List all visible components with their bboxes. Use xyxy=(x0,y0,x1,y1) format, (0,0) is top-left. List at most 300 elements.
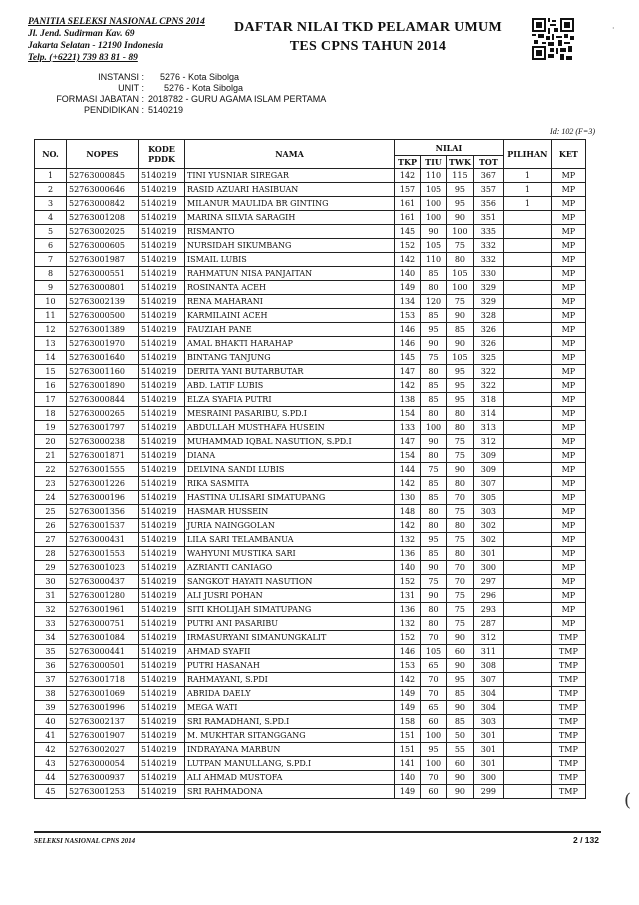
cell-pilihan: 1 xyxy=(503,169,551,183)
cell-twk: 90 xyxy=(447,771,474,785)
cell-twk: 90 xyxy=(447,211,474,225)
cell-nopes: 52763001871 xyxy=(67,449,139,463)
cell-no: 35 xyxy=(35,645,67,659)
cell-tot: 335 xyxy=(473,225,503,239)
table-row xyxy=(35,211,586,225)
cell-ket: MP xyxy=(551,379,585,393)
cell-nama: HASTINA ULISARI SIMATUPANG xyxy=(185,491,395,505)
cell-pilihan xyxy=(503,743,551,757)
cell-no: 10 xyxy=(35,295,67,309)
cell-twk: 75 xyxy=(447,435,474,449)
table-row xyxy=(35,253,586,267)
cell-no: 17 xyxy=(35,393,67,407)
cell-nama: RENA MAHARANI xyxy=(185,295,395,309)
cell-tkp: 151 xyxy=(395,743,421,757)
cell-nama: DIANA xyxy=(185,449,395,463)
cell-nopes: 52763001996 xyxy=(67,701,139,715)
cell-nopes: 52763001537 xyxy=(67,519,139,533)
cell-tiu: 65 xyxy=(421,701,447,715)
cell-no: 7 xyxy=(35,253,67,267)
cell-twk: 95 xyxy=(447,673,474,687)
cell-tkp: 140 xyxy=(395,267,421,281)
cell-pilihan xyxy=(503,547,551,561)
cell-tkp: 152 xyxy=(395,631,421,645)
cell-ket: MP xyxy=(551,589,585,603)
cell-no: 2 xyxy=(35,183,67,197)
cell-tot: 313 xyxy=(473,421,503,435)
cell-tot: 303 xyxy=(473,715,503,729)
cell-nopes: 52763002137 xyxy=(67,715,139,729)
cell-tkp: 161 xyxy=(395,197,421,211)
cell-kode: 5140219 xyxy=(139,743,185,757)
col-nama: NAMA xyxy=(185,140,395,169)
cell-twk: 70 xyxy=(447,561,474,575)
cell-tiu: 75 xyxy=(421,463,447,477)
cell-twk: 115 xyxy=(447,169,474,183)
cell-no: 40 xyxy=(35,715,67,729)
cell-nopes: 52763000551 xyxy=(67,267,139,281)
cell-tkp: 149 xyxy=(395,281,421,295)
cell-no: 12 xyxy=(35,323,67,337)
cell-no: 25 xyxy=(35,505,67,519)
cell-twk: 50 xyxy=(447,729,474,743)
cell-twk: 85 xyxy=(447,687,474,701)
title-line-1: DAFTAR NILAI TKD PELAMAR UMUM xyxy=(234,20,502,35)
table-row xyxy=(35,645,586,659)
cell-tkp: 132 xyxy=(395,533,421,547)
cell-nopes: 52763000196 xyxy=(67,491,139,505)
cell-no: 27 xyxy=(35,533,67,547)
cell-nopes: 52763001553 xyxy=(67,547,139,561)
table-body xyxy=(35,169,586,799)
cell-no: 5 xyxy=(35,225,67,239)
cell-tiu: 95 xyxy=(421,533,447,547)
cell-tiu: 100 xyxy=(421,421,447,435)
cell-tot: 332 xyxy=(473,239,503,253)
cell-tiu: 80 xyxy=(421,407,447,421)
cell-twk: 85 xyxy=(447,323,474,337)
cell-nopes: 52763001069 xyxy=(67,687,139,701)
table-row xyxy=(35,421,586,435)
cell-nama: ELZA SYAFIA PUTRI xyxy=(185,393,395,407)
cell-nama: IRMASURYANI SIMANUNGKALIT xyxy=(185,631,395,645)
table-row xyxy=(35,771,586,785)
cell-tot: 302 xyxy=(473,533,503,547)
cell-nama: ALI JUSRI POHAN xyxy=(185,589,395,603)
cell-nopes: 52763002025 xyxy=(67,225,139,239)
cell-ket: MP xyxy=(551,253,585,267)
cell-nama: SRI RAHMADONA xyxy=(185,785,395,799)
cell-no: 4 xyxy=(35,211,67,225)
cell-kode: 5140219 xyxy=(139,281,185,295)
cell-tot: 301 xyxy=(473,547,503,561)
cell-tot: 302 xyxy=(473,519,503,533)
org-city: Jakarta Selatan - 12190 Indonesia xyxy=(28,41,164,51)
cell-twk: 100 xyxy=(447,281,474,295)
cell-twk: 80 xyxy=(447,477,474,491)
cell-pilihan xyxy=(503,239,551,253)
org-street: Jl. Jend. Sudirman Kav. 69 xyxy=(28,29,135,39)
cell-no: 42 xyxy=(35,743,67,757)
cell-tot: 305 xyxy=(473,491,503,505)
cell-nama: M. MUKHTAR SITANGGANG xyxy=(185,729,395,743)
cell-no: 22 xyxy=(35,463,67,477)
cell-nama: MILANUR MAULIDA BR GINTING xyxy=(185,197,395,211)
cell-ket: MP xyxy=(551,435,585,449)
cell-tot: 332 xyxy=(473,253,503,267)
cell-ket: TMP xyxy=(551,631,585,645)
table-row xyxy=(35,491,586,505)
cell-pilihan xyxy=(503,673,551,687)
cell-nama: ABRIDA DAELY xyxy=(185,687,395,701)
cell-tot: 301 xyxy=(473,757,503,771)
cell-no: 44 xyxy=(35,771,67,785)
cell-ket: MP xyxy=(551,533,585,547)
cell-ket: MP xyxy=(551,463,585,477)
cell-nopes: 52763001226 xyxy=(67,477,139,491)
cell-tkp: 141 xyxy=(395,757,421,771)
table-row xyxy=(35,533,586,547)
cell-nopes: 52763000646 xyxy=(67,183,139,197)
cell-tkp: 140 xyxy=(395,771,421,785)
cell-no: 34 xyxy=(35,631,67,645)
table-row xyxy=(35,603,586,617)
cell-kode: 5140219 xyxy=(139,225,185,239)
page-number: 2 / 132 xyxy=(573,835,599,845)
cell-ket: MP xyxy=(551,309,585,323)
cell-tiu: 100 xyxy=(421,197,447,211)
cell-nama: NURSIDAH SIKUMBANG xyxy=(185,239,395,253)
table-row xyxy=(35,687,586,701)
cell-tot: 307 xyxy=(473,673,503,687)
cell-no: 36 xyxy=(35,659,67,673)
table-row xyxy=(35,519,586,533)
cell-tot: 367 xyxy=(473,169,503,183)
cell-no: 29 xyxy=(35,561,67,575)
qr-code-icon xyxy=(532,18,574,60)
cell-nopes: 52763001208 xyxy=(67,211,139,225)
cell-tiu: 85 xyxy=(421,393,447,407)
cell-pilihan xyxy=(503,351,551,365)
table-row xyxy=(35,281,586,295)
cell-nama: MARINA SILVIA SARAGIH xyxy=(185,211,395,225)
cell-kode: 5140219 xyxy=(139,575,185,589)
cell-tkp: 142 xyxy=(395,253,421,267)
cell-kode: 5140219 xyxy=(139,505,185,519)
cell-pilihan xyxy=(503,659,551,673)
cell-twk: 75 xyxy=(447,617,474,631)
cell-nama: JURIA NAINGGOLAN xyxy=(185,519,395,533)
cell-no: 9 xyxy=(35,281,67,295)
cell-twk: 90 xyxy=(447,659,474,673)
cell-pilihan xyxy=(503,589,551,603)
cell-tkp: 147 xyxy=(395,365,421,379)
document-title xyxy=(208,18,528,56)
cell-ket: MP xyxy=(551,239,585,253)
cell-no: 26 xyxy=(35,519,67,533)
cell-kode: 5140219 xyxy=(139,267,185,281)
cell-nopes: 52763000751 xyxy=(67,617,139,631)
cell-ket: MP xyxy=(551,225,585,239)
footer-divider xyxy=(34,831,601,833)
cell-kode: 5140219 xyxy=(139,757,185,771)
cell-kode: 5140219 xyxy=(139,687,185,701)
cell-kode: 5140219 xyxy=(139,519,185,533)
cell-nopes: 52763000238 xyxy=(67,435,139,449)
cell-nopes: 52763001084 xyxy=(67,631,139,645)
table-header-row xyxy=(35,140,586,156)
cell-ket: MP xyxy=(551,183,585,197)
cell-nama: SANGKOT HAYATI NASUTION xyxy=(185,575,395,589)
cell-kode: 5140219 xyxy=(139,323,185,337)
cell-kode: 5140219 xyxy=(139,183,185,197)
cell-nopes: 52763000431 xyxy=(67,533,139,547)
col-twk: TWK xyxy=(447,156,474,169)
cell-ket: MP xyxy=(551,365,585,379)
cell-nopes: 52763000437 xyxy=(67,575,139,589)
cell-twk: 80 xyxy=(447,407,474,421)
cell-tot: 314 xyxy=(473,407,503,421)
table-row xyxy=(35,547,586,561)
cell-ket: TMP xyxy=(551,673,585,687)
cell-pilihan xyxy=(503,281,551,295)
cell-no: 19 xyxy=(35,421,67,435)
cell-kode: 5140219 xyxy=(139,393,185,407)
table-row xyxy=(35,169,586,183)
cell-nama: ALI AHMAD MUSTOFA xyxy=(185,771,395,785)
cell-pilihan xyxy=(503,519,551,533)
cell-ket: MP xyxy=(551,421,585,435)
cell-twk: 75 xyxy=(447,449,474,463)
cell-nopes: 52763001970 xyxy=(67,337,139,351)
cell-kode: 5140219 xyxy=(139,603,185,617)
cell-tiu: 70 xyxy=(421,771,447,785)
cell-tiu: 80 xyxy=(421,505,447,519)
cell-tiu: 90 xyxy=(421,561,447,575)
cell-pilihan xyxy=(503,463,551,477)
cell-tkp: 131 xyxy=(395,589,421,603)
cell-kode: 5140219 xyxy=(139,589,185,603)
cell-no: 11 xyxy=(35,309,67,323)
cell-twk: 100 xyxy=(447,225,474,239)
cell-tot: 301 xyxy=(473,729,503,743)
cell-pilihan xyxy=(503,449,551,463)
cell-kode: 5140219 xyxy=(139,785,185,799)
cell-kode: 5140219 xyxy=(139,645,185,659)
cell-tkp: 148 xyxy=(395,505,421,519)
cell-ket: MP xyxy=(551,295,585,309)
cell-nopes: 52763000265 xyxy=(67,407,139,421)
cell-tkp: 149 xyxy=(395,785,421,799)
cell-nopes: 52763002027 xyxy=(67,743,139,757)
cell-tkp: 132 xyxy=(395,617,421,631)
cell-no: 32 xyxy=(35,603,67,617)
cell-tot: 328 xyxy=(473,309,503,323)
cell-no: 24 xyxy=(35,491,67,505)
col-tiu: TIU xyxy=(421,156,447,169)
cell-kode: 5140219 xyxy=(139,421,185,435)
cell-nama: DERITA YANI BUTARBUTAR xyxy=(185,365,395,379)
cell-tot: 304 xyxy=(473,687,503,701)
cell-pilihan xyxy=(503,393,551,407)
cell-ket: MP xyxy=(551,407,585,421)
cell-pilihan xyxy=(503,533,551,547)
cell-ket: MP xyxy=(551,337,585,351)
cell-twk: 60 xyxy=(447,645,474,659)
cell-ket: MP xyxy=(551,323,585,337)
unit-value: 5276 - Kota Sibolga xyxy=(164,83,244,93)
cell-tiu: 65 xyxy=(421,659,447,673)
cell-tot: 312 xyxy=(473,435,503,449)
table-row xyxy=(35,505,586,519)
cell-tkp: 157 xyxy=(395,183,421,197)
unit-label: UNIT : xyxy=(118,83,144,93)
cell-nama: RIKA SASMITA xyxy=(185,477,395,491)
cell-kode: 5140219 xyxy=(139,435,185,449)
cell-nama: PUTRI HASANAH xyxy=(185,659,395,673)
cell-kode: 5140219 xyxy=(139,407,185,421)
cell-tot: 293 xyxy=(473,603,503,617)
cell-no: 31 xyxy=(35,589,67,603)
cell-tkp: 146 xyxy=(395,645,421,659)
cell-kode: 5140219 xyxy=(139,771,185,785)
cell-twk: 90 xyxy=(447,631,474,645)
cell-tiu: 70 xyxy=(421,673,447,687)
cell-nopes: 52763001555 xyxy=(67,463,139,477)
cell-nama: RISMANTO xyxy=(185,225,395,239)
cell-nama: TINI YUSNIAR SIREGAR xyxy=(185,169,395,183)
cell-pilihan xyxy=(503,435,551,449)
cell-nopes: 52763001961 xyxy=(67,603,139,617)
cell-tot: 318 xyxy=(473,393,503,407)
cell-tot: 326 xyxy=(473,323,503,337)
cell-tiu: 80 xyxy=(421,603,447,617)
cell-tkp: 154 xyxy=(395,449,421,463)
cell-twk: 75 xyxy=(447,295,474,309)
cell-nama: ROSINANTA ACEH xyxy=(185,281,395,295)
cell-tkp: 142 xyxy=(395,673,421,687)
table-row xyxy=(35,337,586,351)
cell-nama: ABD. LATIF LUBIS xyxy=(185,379,395,393)
cell-pilihan xyxy=(503,505,551,519)
cell-tkp: 142 xyxy=(395,379,421,393)
cell-tiu: 80 xyxy=(421,281,447,295)
cell-nama: ISMAIL LUBIS xyxy=(185,253,395,267)
cell-tot: 301 xyxy=(473,743,503,757)
col-tot: TOT xyxy=(473,156,503,169)
scan-mark: · xyxy=(612,24,615,33)
cell-tiu: 95 xyxy=(421,323,447,337)
cell-ket: TMP xyxy=(551,743,585,757)
cell-nopes: 52763001389 xyxy=(67,323,139,337)
margin-mark: ( xyxy=(624,790,632,811)
cell-nama: WAHYUNI MUSTIKA SARI xyxy=(185,547,395,561)
cell-pilihan xyxy=(503,407,551,421)
cell-pilihan xyxy=(503,421,551,435)
cell-tkp: 142 xyxy=(395,477,421,491)
instansi-label: INSTANSI : xyxy=(98,72,144,82)
cell-tiu: 85 xyxy=(421,267,447,281)
table-row xyxy=(35,463,586,477)
cell-ket: MP xyxy=(551,505,585,519)
cell-no: 8 xyxy=(35,267,67,281)
cell-tiu: 100 xyxy=(421,729,447,743)
cell-kode: 5140219 xyxy=(139,701,185,715)
cell-tiu: 90 xyxy=(421,225,447,239)
col-pilihan: PILIHAN xyxy=(503,140,551,169)
org-name: PANITIA SELEKSI NASIONAL CPNS 2014 xyxy=(28,17,205,27)
cell-tot: 303 xyxy=(473,505,503,519)
instansi-value: 5276 - Kota Sibolga xyxy=(160,72,240,82)
col-nopes: NOPES xyxy=(67,140,139,169)
col-kode: KODE PDDK xyxy=(139,140,185,169)
cell-nama: ABDULLAH MUSTHAFA HUSEIN xyxy=(185,421,395,435)
cell-tiu: 110 xyxy=(421,169,447,183)
cell-kode: 5140219 xyxy=(139,547,185,561)
table-row xyxy=(35,785,586,799)
cell-tiu: 120 xyxy=(421,295,447,309)
cell-no: 45 xyxy=(35,785,67,799)
table-row xyxy=(35,379,586,393)
cell-no: 1 xyxy=(35,169,67,183)
cell-twk: 95 xyxy=(447,183,474,197)
cell-tot: 322 xyxy=(473,379,503,393)
cell-no: 41 xyxy=(35,729,67,743)
cell-twk: 80 xyxy=(447,421,474,435)
cell-nama: AHMAD SYAFII xyxy=(185,645,395,659)
cell-tot: 287 xyxy=(473,617,503,631)
cell-twk: 80 xyxy=(447,519,474,533)
cell-kode: 5140219 xyxy=(139,561,185,575)
cell-nama: LILA SARI TELAMBANUA xyxy=(185,533,395,547)
cell-ket: TMP xyxy=(551,757,585,771)
cell-tot: 309 xyxy=(473,463,503,477)
cell-nopes: 52763001907 xyxy=(67,729,139,743)
cell-no: 39 xyxy=(35,701,67,715)
table-row xyxy=(35,351,586,365)
cell-tot: 311 xyxy=(473,645,503,659)
cell-tot: 308 xyxy=(473,659,503,673)
cell-twk: 70 xyxy=(447,491,474,505)
cell-kode: 5140219 xyxy=(139,197,185,211)
cell-kode: 5140219 xyxy=(139,239,185,253)
cell-ket: TMP xyxy=(551,687,585,701)
cell-pilihan xyxy=(503,687,551,701)
table-row xyxy=(35,715,586,729)
cell-kode: 5140219 xyxy=(139,659,185,673)
table-row xyxy=(35,295,586,309)
cell-ket: MP xyxy=(551,561,585,575)
cell-tot: 325 xyxy=(473,351,503,365)
cell-tkp: 153 xyxy=(395,659,421,673)
cell-nopes: 52763000801 xyxy=(67,281,139,295)
cell-twk: 95 xyxy=(447,197,474,211)
cell-nopes: 52763000441 xyxy=(67,645,139,659)
cell-pilihan xyxy=(503,575,551,589)
cell-tiu: 80 xyxy=(421,449,447,463)
table-row xyxy=(35,729,586,743)
cell-twk: 75 xyxy=(447,533,474,547)
cell-kode: 5140219 xyxy=(139,351,185,365)
cell-ket: MP xyxy=(551,393,585,407)
cell-tkp: 142 xyxy=(395,519,421,533)
cell-no: 30 xyxy=(35,575,67,589)
table-row xyxy=(35,309,586,323)
cell-twk: 85 xyxy=(447,715,474,729)
cell-pilihan xyxy=(503,323,551,337)
table-row xyxy=(35,575,586,589)
cell-pilihan xyxy=(503,701,551,715)
